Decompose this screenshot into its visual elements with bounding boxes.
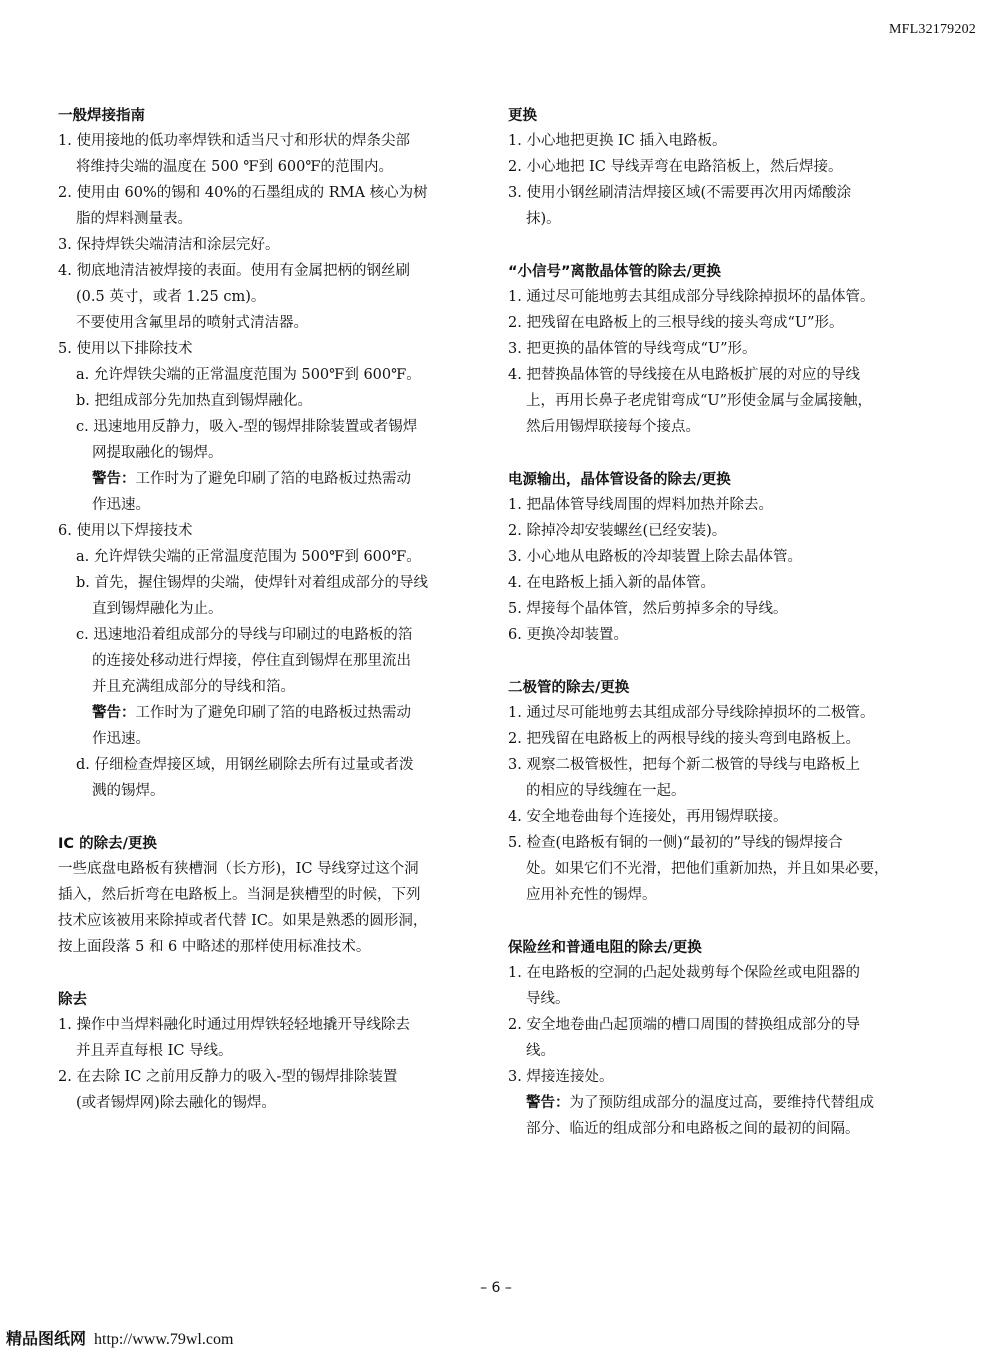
warning-label: 警告：: [92, 471, 136, 487]
text-line: 溅的锡焊。: [92, 783, 165, 799]
text-line: 不要使用含氟里昂的喷射式清洁器。: [76, 315, 308, 331]
section-title: 更换: [508, 108, 537, 124]
text-line: 3. 观察二极管极性，把每个新二极管的导线与电路板上: [508, 757, 860, 773]
text-line: a. 允许焊铁尖端的正常温度范围为 500℉到 600℉。: [76, 549, 421, 565]
text-line: (0.5 英寸，或者 1.25 cm)。: [76, 289, 266, 305]
section-title: 一般焊接指南: [58, 108, 145, 124]
text-line: 2. 小心地把 IC 导线弄弯在电路箔板上，然后焊接。: [508, 159, 843, 175]
section-title: 电源输出，晶体管设备的除去/更换: [508, 472, 731, 488]
text-line: 一些底盘电路板有狭槽洞（长方形)，IC 导线穿过这个洞: [58, 861, 419, 877]
section-ic-removal: [58, 832, 490, 960]
text-line: 脂的焊料测量表。: [76, 211, 192, 227]
text-line: 5. 使用以下排除技术: [58, 341, 193, 357]
text-line: 作迅速。: [92, 731, 150, 747]
text-line: 6. 使用以下焊接技术: [58, 523, 193, 539]
text-line: 5. 焊接每个晶体管，然后剪掉多余的导线。: [508, 601, 788, 617]
text-line: 4. 把替换晶体管的导线接在从电路板扩展的对应的导线: [508, 367, 860, 383]
section-general-soldering: [58, 104, 490, 804]
text-line: 3. 把更换的晶体管的导线弯成“U”形。: [508, 341, 757, 357]
text-line: 1. 在电路板的空洞的凸起处裁剪每个保险丝或电阻器的: [508, 965, 860, 981]
text-line: 4. 安全地卷曲每个连接处，再用锡焊联接。: [508, 809, 788, 825]
text-line: d. 仔细检查焊接区域，用钢丝刷除去所有过量或者泼: [76, 757, 414, 773]
section-title: “小信号”离散晶体管的除去/更换: [508, 264, 721, 280]
warning-line: [508, 1090, 940, 1116]
text-line: 上，再用长鼻子老虎钳弯成“U”形使金属与金属接触，: [526, 393, 873, 409]
warning-text: 工作时为了避免印刷了箔的电路板过热需动: [135, 471, 411, 487]
text-line: 然后用锡焊联接每个接点。: [526, 419, 700, 435]
text-line: 2. 安全地卷曲凸起顶端的槽口周围的替换组成部分的导: [508, 1017, 860, 1033]
document-code: MFL32179202: [889, 22, 976, 37]
text-line: 按上面段落 5 和 6 中略述的那样使用标准技术。: [58, 939, 371, 955]
section-title: IC 的除去/更换: [58, 836, 157, 852]
section-replace: [508, 104, 940, 232]
right-column: [508, 104, 940, 1170]
text-line: 1. 通过尽可能地剪去其组成部分导线除掉损坏的晶体管。: [508, 289, 875, 305]
text-line: 3. 使用小钢丝刷清洁焊接区域(不需要再次用丙烯酸涂: [508, 185, 852, 201]
text-line: 1. 小心地把更换 IC 插入电路板。: [508, 133, 727, 149]
section-small-signal-transistor: [508, 260, 940, 440]
site-url[interactable]: http://www.79wl.com: [94, 1331, 234, 1348]
warning-label: 警告：: [92, 705, 136, 721]
warning-text: 工作时为了避免印刷了箔的电路板过热需动: [135, 705, 411, 721]
text-line: 的相应的导线缠在一起。: [526, 783, 686, 799]
section-power-transistor: [508, 468, 940, 648]
text-line: a. 允许焊铁尖端的正常温度范围为 500℉到 600℉。: [76, 367, 421, 383]
section-diode: [508, 676, 940, 908]
text-line: 3. 保持焊铁尖端清洁和涂层完好。: [58, 237, 280, 253]
text-line: 1. 操作中当焊料融化时通过用焊铁轻轻地撬开导线除去: [58, 1017, 410, 1033]
warning-text: 为了预防组成部分的温度过高，要维持代替组成: [569, 1095, 874, 1111]
warning-label: 警告：: [526, 1095, 570, 1111]
warning-line: [58, 466, 490, 492]
text-line: 的连接处移动进行焊接，停住直到锡焊在那里流出: [92, 653, 411, 669]
warning-line: [58, 700, 490, 726]
text-line: 1. 通过尽可能地剪去其组成部分导线除掉损坏的二极管。: [508, 705, 875, 721]
left-column: [58, 104, 490, 1144]
text-line: c. 迅速地用反静力，吸入-型的锡焊排除装置或者锡焊: [76, 419, 418, 435]
text-line: 并且充满组成部分的导线和箔。: [92, 679, 295, 695]
text-line: 部分、临近的组成部分和电路板之间的最初的间隔。: [526, 1121, 860, 1137]
text-line: 线。: [526, 1043, 555, 1059]
page-number: – 6 –: [480, 1280, 512, 1296]
text-line: 3. 小心地从电路板的冷却装置上除去晶体管。: [508, 549, 802, 565]
section-title: 二极管的除去/更换: [508, 680, 630, 696]
text-line: 3. 焊接连接处。: [508, 1069, 614, 1085]
section-remove: [58, 988, 490, 1116]
text-line: 6. 更换冷却装置。: [508, 627, 628, 643]
text-line: 4. 彻底地清洁被焊接的表面。使用有金属把柄的钢丝刷: [58, 263, 410, 279]
section-fuse-resistor: [508, 936, 940, 1142]
text-line: 直到锡焊融化为止。: [92, 601, 223, 617]
text-line: 4. 在电路板上插入新的晶体管。: [508, 575, 715, 591]
text-line: 插入，然后折弯在电路板上。当洞是狭槽型的时候，下列: [58, 887, 421, 903]
text-line: 2. 把残留在电路板上的两根导线的接头弯到电路板上。: [508, 731, 860, 747]
text-line: 导线。: [526, 991, 570, 1007]
text-line: 2. 使用由 60%的锡和 40%的石墨组成的 RMA 核心为树: [58, 185, 428, 201]
text-line: 网提取融化的锡焊。: [92, 445, 223, 461]
text-line: 将维持尖端的温度在 500 ℉到 600℉的范围内。: [76, 159, 394, 175]
site-name: 精品图纸网: [6, 1329, 87, 1348]
text-line: 处。如果它们不光滑，把他们重新加热，并且如果必要，: [526, 861, 889, 877]
footer-watermark: [6, 1326, 233, 1349]
text-line: 抹)。: [526, 211, 561, 227]
text-line: (或者锡焊网)除去融化的锡焊。: [76, 1095, 276, 1111]
text-line: 1. 把晶体管导线周围的焊料加热并除去。: [508, 497, 773, 513]
text-line: 并且弄直每根 IC 导线。: [76, 1043, 233, 1059]
text-line: 2. 除掉冷却安装螺丝(已经安装)。: [508, 523, 727, 539]
text-line: 2. 在去除 IC 之前用反静力的吸入-型的锡焊排除装置: [58, 1069, 398, 1085]
text-line: 5. 检查(电路板有铜的一侧)“最初的”导线的锡焊接合: [508, 835, 843, 851]
text-line: 作迅速。: [92, 497, 150, 513]
text-line: 技术应该被用来除掉或者代替 IC。如果是熟悉的圆形洞，: [58, 913, 428, 929]
text-line: b. 首先，握住锡焊的尖端，使焊针对着组成部分的导线: [76, 575, 428, 591]
text-line: 2. 把残留在电路板上的三根导线的接头弯成“U”形。: [508, 315, 844, 331]
text-line: c. 迅速地沿着组成部分的导线与印刷过的电路板的箔: [76, 627, 413, 643]
section-title: 保险丝和普通电阻的除去/更换: [508, 940, 702, 956]
section-title: 除去: [58, 992, 87, 1008]
text-line: 1. 使用接地的低功率焊铁和适当尺寸和形状的焊条尖部: [58, 133, 410, 149]
text-line: 应用补充性的锡焊。: [526, 887, 657, 903]
text-line: b. 把组成部分先加热直到锡焊融化。: [76, 393, 312, 409]
